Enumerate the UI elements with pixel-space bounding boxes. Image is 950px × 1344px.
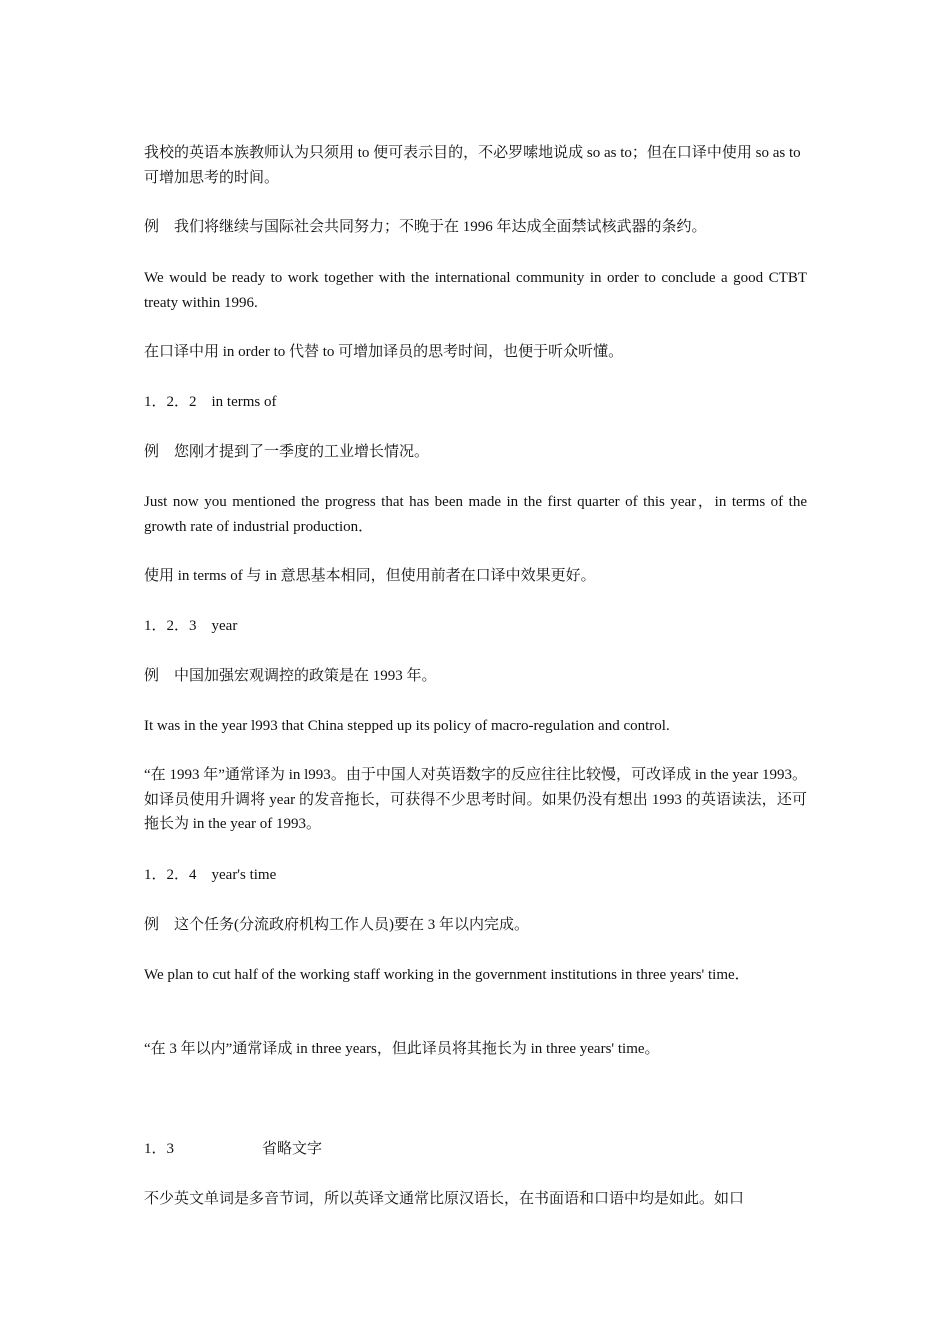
paragraph-1: 我校的英语本族教师认为只须用 to 便可表示目的，不必罗嗦地说成 so as to；但在口译中使用 so as to 可增加思考的时间。 (144, 145, 801, 186)
section-heading-1-3 (144, 1137, 807, 1162)
subheading-1-2-4: 1．2．4 year's time (144, 867, 277, 883)
paragraph-4: “在 1993 年”通常译为 in l993。由于中国人对英语数字的反应往往比较慢，可改译成 in the year 1993。如译员使用升调将 year 的发音拖长，可获得不少思考时间。如果仍没有想出 1993 的英语读法，还可拖长为 in the year of 1993。 (144, 767, 807, 832)
example-sentence-1: 例 我们将继续与国际社会共同努力；不晚于在 1996 年达成全面禁试核武器的条约。 (144, 219, 707, 235)
example-sentence-2: 例 您刚才提到了一季度的工业增长情况。 (144, 444, 430, 460)
paragraph-6: 不少英文单词是多音节词，所以英译文通常比原汉语长，在书面语和口语中均是如此。如口 (144, 1191, 745, 1207)
english-translation-1: We would be ready to work together with the international community in order to conclude a good CTBT treaty within 1996. (144, 270, 807, 311)
section-number: 1．3 (144, 1141, 175, 1157)
paragraph-5: “在 3 年以内”通常译成 in three years，但此译员将其拖长为 in three years' time。 (144, 1041, 660, 1057)
paragraph-3: 使用 in terms of 与 in 意思基本相同，但使用前者在口译中效果更好。 (144, 568, 596, 584)
example-sentence-3: 例 中国加强宏观调控的政策是在 1993 年。 (144, 668, 437, 684)
english-translation-3: It was in the year l993 that China stepped up its policy of macro-regulation and control. (144, 718, 670, 734)
subheading-1-2-3: 1．2．3 year (144, 618, 238, 634)
example-sentence-4: 例 这个任务(分流政府机构工作人员)要在 3 年以内完成。 (144, 917, 529, 933)
subheading-1-2-2: 1．2．2 in terms of (144, 394, 277, 410)
paragraph-2: 在口译中用 in order to 代替 to 可增加译员的思考时间，也便于听众听懂。 (144, 344, 624, 360)
section-title: 省略文字 (262, 1141, 323, 1157)
english-translation-4: We plan to cut half of the working staff working in the government institutions in three years' time． (144, 967, 750, 983)
english-translation-2: Just now you mentioned the progress that has been made in the first quarter of this year，in terms of the growth rate of industrial production． (144, 494, 807, 535)
